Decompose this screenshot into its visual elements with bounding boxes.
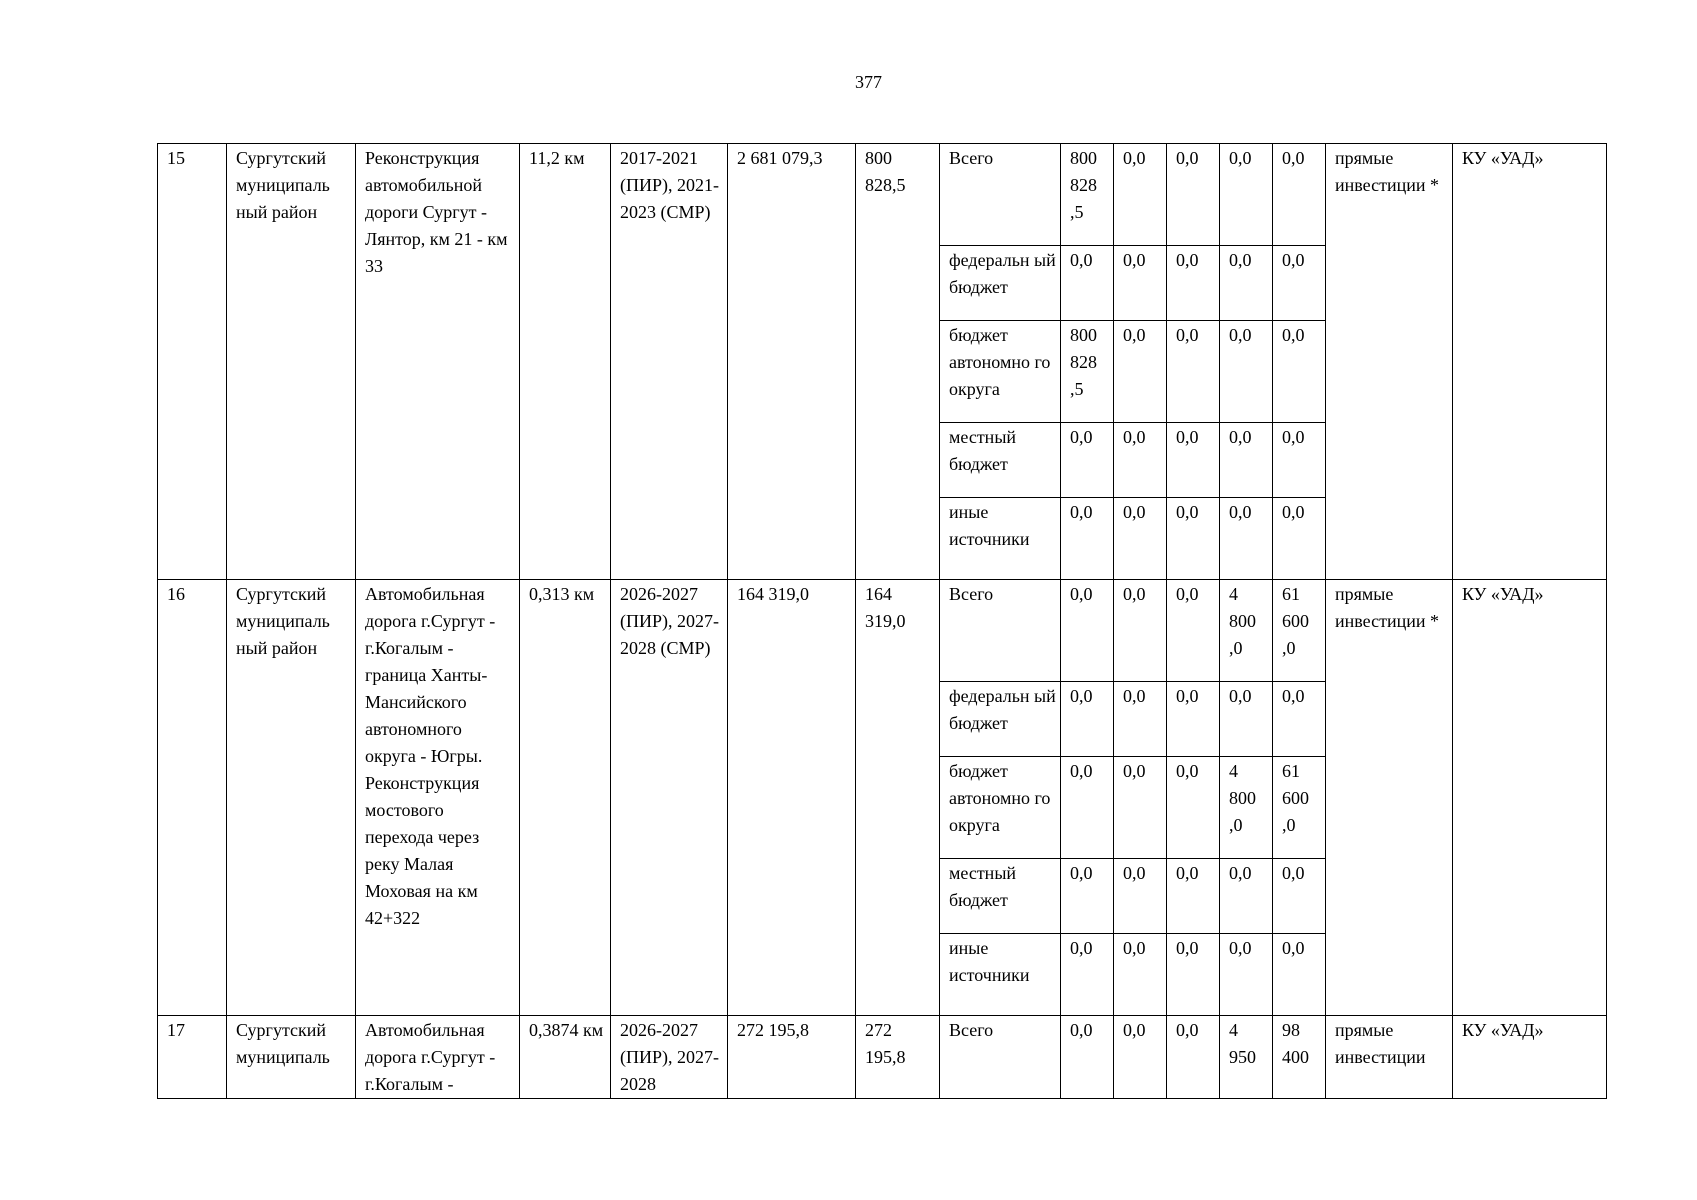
executor-cell: КУ «УАД» (1453, 580, 1607, 1016)
source-name-cell: местный бюджет (940, 859, 1061, 934)
value-cell: 0,0 (1167, 682, 1220, 757)
value-cell: 0,0 (1167, 144, 1220, 246)
municipality-cell: Сургутский муниципаль ный район (227, 144, 356, 580)
value-cell: 0,0 (1273, 682, 1326, 757)
source-name-cell: Всего (940, 144, 1061, 246)
object-name-cell: Автомобильная дорога г.Сургут - г.Когалым - (356, 1016, 520, 1099)
total-cost-cell: 2 681 079,3 (728, 144, 856, 580)
table-row (158, 580, 1607, 682)
value-cell: 61 600 ,0 (1273, 580, 1326, 682)
remaining-cost-cell: 800 828,5 (856, 144, 940, 580)
source-name-cell: Всего (940, 580, 1061, 682)
value-cell: 0,0 (1220, 423, 1273, 498)
value-cell: 0,0 (1273, 934, 1326, 1016)
value-cell: 0,0 (1220, 246, 1273, 321)
value-cell: 0,0 (1061, 1016, 1114, 1099)
value-cell: 800 828 ,5 (1061, 144, 1114, 246)
value-cell: 0,0 (1167, 423, 1220, 498)
value-cell: 0,0 (1273, 321, 1326, 423)
investment-form-cell: прямые инвестиции * (1326, 580, 1453, 1016)
value-cell: 0,0 (1114, 580, 1167, 682)
source-name-cell: федеральн ый бюджет (940, 246, 1061, 321)
value-cell: 61 600 ,0 (1273, 757, 1326, 859)
value-cell: 0,0 (1114, 859, 1167, 934)
source-name-cell: бюджет автономно го округа (940, 321, 1061, 423)
value-cell: 0,0 (1061, 423, 1114, 498)
value-cell: 0,0 (1114, 1016, 1167, 1099)
value-cell: 0,0 (1061, 498, 1114, 580)
investment-form-cell: прямые инвестиции * (1326, 144, 1453, 580)
source-name-cell: местный бюджет (940, 423, 1061, 498)
object-name-cell: Автомобильная дорога г.Сургут - г.Когалым - граница Ханты-Мансийского автономного округа - Югры. Реконструкция мостового перехода через реку Малая Моховая на км 42+322 (356, 580, 520, 1016)
value-cell: 0,0 (1167, 1016, 1220, 1099)
source-name-cell: иные источники (940, 498, 1061, 580)
value-cell: 0,0 (1114, 423, 1167, 498)
value-cell: 0,0 (1220, 859, 1273, 934)
length-cell: 11,2 км (520, 144, 611, 580)
total-cost-cell: 164 319,0 (728, 580, 856, 1016)
value-cell: 0,0 (1114, 757, 1167, 859)
row-number: 15 (158, 144, 227, 580)
page-number: 377 (855, 72, 882, 92)
value-cell: 0,0 (1167, 580, 1220, 682)
investment-form-cell: прямые инвестиции (1326, 1016, 1453, 1099)
value-cell: 0,0 (1273, 859, 1326, 934)
value-cell: 0,0 (1114, 246, 1167, 321)
value-cell: 0,0 (1220, 498, 1273, 580)
length-cell: 0,3874 км (520, 1016, 611, 1099)
value-cell: 0,0 (1220, 144, 1273, 246)
value-cell: 0,0 (1061, 246, 1114, 321)
remaining-cost-cell: 164 319,0 (856, 580, 940, 1016)
value-cell: 0,0 (1061, 934, 1114, 1016)
value-cell: 0,0 (1220, 321, 1273, 423)
source-name-cell: бюджет автономно го округа (940, 757, 1061, 859)
value-cell: 0,0 (1273, 246, 1326, 321)
period-cell: 2017-2021 (ПИР), 2021-2023 (СМР) (611, 144, 728, 580)
period-cell: 2026-2027 (ПИР), 2027-2028 (611, 1016, 728, 1099)
value-cell: 0,0 (1273, 144, 1326, 246)
executor-cell: КУ «УАД» (1453, 1016, 1607, 1099)
value-cell: 0,0 (1167, 246, 1220, 321)
length-cell: 0,313 км (520, 580, 611, 1016)
value-cell: 0,0 (1167, 859, 1220, 934)
value-cell: 0,0 (1114, 321, 1167, 423)
value-cell: 0,0 (1061, 580, 1114, 682)
source-name-cell: иные источники (940, 934, 1061, 1016)
municipality-cell: Сургутский муниципаль (227, 1016, 356, 1099)
value-cell: 4 950 (1220, 1016, 1273, 1099)
object-name-cell: Реконструкция автомобильной дороги Сургут - Лянтор, км 21 - км 33 (356, 144, 520, 580)
value-cell: 800 828 ,5 (1061, 321, 1114, 423)
table-row (158, 1016, 1607, 1099)
value-cell: 0,0 (1114, 682, 1167, 757)
value-cell: 0,0 (1273, 498, 1326, 580)
executor-cell: КУ «УАД» (1453, 144, 1607, 580)
value-cell: 98 400 (1273, 1016, 1326, 1099)
value-cell: 0,0 (1273, 423, 1326, 498)
investment-table (157, 143, 1607, 1099)
value-cell: 0,0 (1114, 934, 1167, 1016)
value-cell: 0,0 (1167, 321, 1220, 423)
value-cell: 0,0 (1167, 934, 1220, 1016)
value-cell: 0,0 (1114, 144, 1167, 246)
total-cost-cell: 272 195,8 (728, 1016, 856, 1099)
row-number: 16 (158, 580, 227, 1016)
municipality-cell: Сургутский муниципаль ный район (227, 580, 356, 1016)
period-cell: 2026-2027 (ПИР), 2027-2028 (СМР) (611, 580, 728, 1016)
remaining-cost-cell: 272 195,8 (856, 1016, 940, 1099)
row-number: 17 (158, 1016, 227, 1099)
value-cell: 0,0 (1220, 934, 1273, 1016)
value-cell: 4 800 ,0 (1220, 757, 1273, 859)
value-cell: 0,0 (1061, 757, 1114, 859)
value-cell: 0,0 (1114, 498, 1167, 580)
source-name-cell: федеральн ый бюджет (940, 682, 1061, 757)
value-cell: 0,0 (1061, 682, 1114, 757)
value-cell: 4 800 ,0 (1220, 580, 1273, 682)
source-name-cell: Всего (940, 1016, 1061, 1099)
table-row (158, 144, 1607, 246)
value-cell: 0,0 (1061, 859, 1114, 934)
value-cell: 0,0 (1167, 498, 1220, 580)
value-cell: 0,0 (1220, 682, 1273, 757)
value-cell: 0,0 (1167, 757, 1220, 859)
